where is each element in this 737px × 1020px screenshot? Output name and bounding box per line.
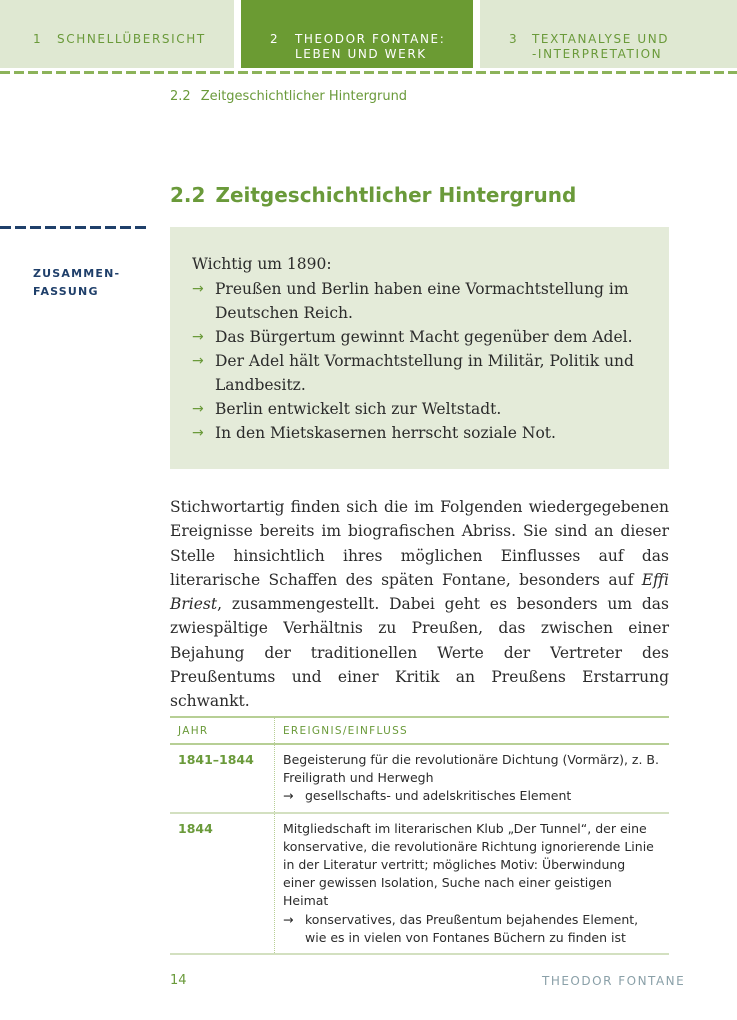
table-header-row <box>170 717 669 744</box>
events-table <box>170 716 669 955</box>
table-row <box>170 813 669 954</box>
tab-number: 2 <box>270 32 280 46</box>
effect-line <box>283 911 661 947</box>
year-cell: 1841–1844 <box>170 744 275 813</box>
tab-label <box>532 32 669 62</box>
running-head <box>170 89 407 104</box>
running-head-number: 2.2 <box>170 89 191 104</box>
effect-text: gesellschafts- und adelskritisches Element <box>305 788 572 804</box>
tab-label-line2: LEBEN UND WERK <box>295 47 427 61</box>
table-row <box>170 744 669 813</box>
event-cell <box>275 744 670 813</box>
event-text: Begeisterung für die revolutionäre Dichtung (Vormärz), z. B. Freiligrath und Herwegh <box>283 752 659 786</box>
margin-label-summary <box>33 265 120 301</box>
tab-textanalyse[interactable] <box>480 0 737 68</box>
section-title <box>170 183 576 207</box>
summary-item: → Berlin entwickelt sich zur Weltstadt. <box>192 397 662 421</box>
event-cell <box>275 813 670 954</box>
arrow-right-icon: → <box>192 329 204 345</box>
tab-label <box>295 32 445 62</box>
arrow-right-icon: → <box>192 353 204 369</box>
book-title: Effi Briest <box>170 570 669 614</box>
tab-number: 1 <box>33 32 43 46</box>
footer-book-title: THEODOR FONTANE <box>542 974 686 988</box>
tab-schnelluebersicht[interactable] <box>0 0 234 68</box>
header-dashed-divider <box>0 71 737 74</box>
summary-item: → In den Mietskasernen herrscht soziale Not. <box>192 421 662 445</box>
tab-label-line2: -INTERPRETATION <box>532 47 663 61</box>
body-paragraph: Stichwortartig finden sich die im Folgenden wiedergegebenen Ereignisse bereits im biografischen Abriss. Sie sind an dieser Stelle hinsichtlich ihres möglichen Einflusses auf das literarische Schaffen des späten Fontane, besonders auf Effi Briest, zusammengestellt. Dabei geht es besonders um das zwiespältige Verhältnis zu Preußen, das zwischen einer Bejahung der traditionellen Werte der Vertreter des Preußentums und einer Kritik an Preußens Erstarrung schwankt. <box>170 498 669 711</box>
arrow-right-icon: → <box>192 425 204 441</box>
tab-number: 3 <box>509 32 519 46</box>
summary-item: → Der Adel hält Vormachtstellung in Militär, Politik und Landbesitz. <box>192 349 662 397</box>
summary-item: → Das Bürgertum gewinnt Macht gegenüber dem Adel. <box>192 325 662 349</box>
tab-leben-und-werk[interactable] <box>241 0 473 68</box>
tab-label-line1: THEODOR FONTANE: <box>295 32 446 46</box>
section-heading: Zeitgeschichtlicher Hintergrund <box>215 183 577 207</box>
margin-dashed-divider <box>0 226 148 229</box>
margin-label-line2: FASSUNG <box>33 285 99 298</box>
chapter-tabs <box>0 0 737 70</box>
effect-text: konservatives, das Preußentum bejahendes Element, wie es in vielen von Fontanes Büchern zu finden ist <box>305 911 639 945</box>
page-number: 14 <box>170 973 187 988</box>
arrow-right-icon: → <box>283 911 294 927</box>
section-number: 2.2 <box>170 183 206 207</box>
margin-label-line1: ZUSAMMEN- <box>33 267 121 280</box>
tab-label-line1: TEXTANALYSE UND <box>532 32 670 46</box>
arrow-right-icon: → <box>192 281 204 297</box>
column-header-year: JAHR <box>170 717 275 744</box>
effect-line <box>283 787 661 805</box>
arrow-right-icon: → <box>192 401 204 417</box>
column-header-event: EREIGNIS/EINFLUSS <box>275 717 670 744</box>
arrow-right-icon: → <box>283 788 294 804</box>
year-cell: 1844 <box>170 813 275 954</box>
summary-item: → Preußen und Berlin haben eine Vormachtstellung im Deutschen Reich. <box>192 277 662 325</box>
running-head-title: Zeitgeschichtlicher Hintergrund <box>200 89 408 104</box>
tab-label: SCHNELLÜBERSICHT <box>57 32 206 46</box>
summary-lead: Wichtig um 1890: <box>192 255 332 273</box>
summary-box <box>170 227 669 469</box>
event-text: Mitgliedschaft im literarischen Klub „Der Tunnel“, der eine konservative, die revolutionäre Richtung ignorierende Linie in der Literatur vertritt; mögliches Motiv: Überwindung einer gewissen Isolation, Suche nach einer geistigen Heimat <box>283 820 654 909</box>
summary-list <box>192 277 662 445</box>
